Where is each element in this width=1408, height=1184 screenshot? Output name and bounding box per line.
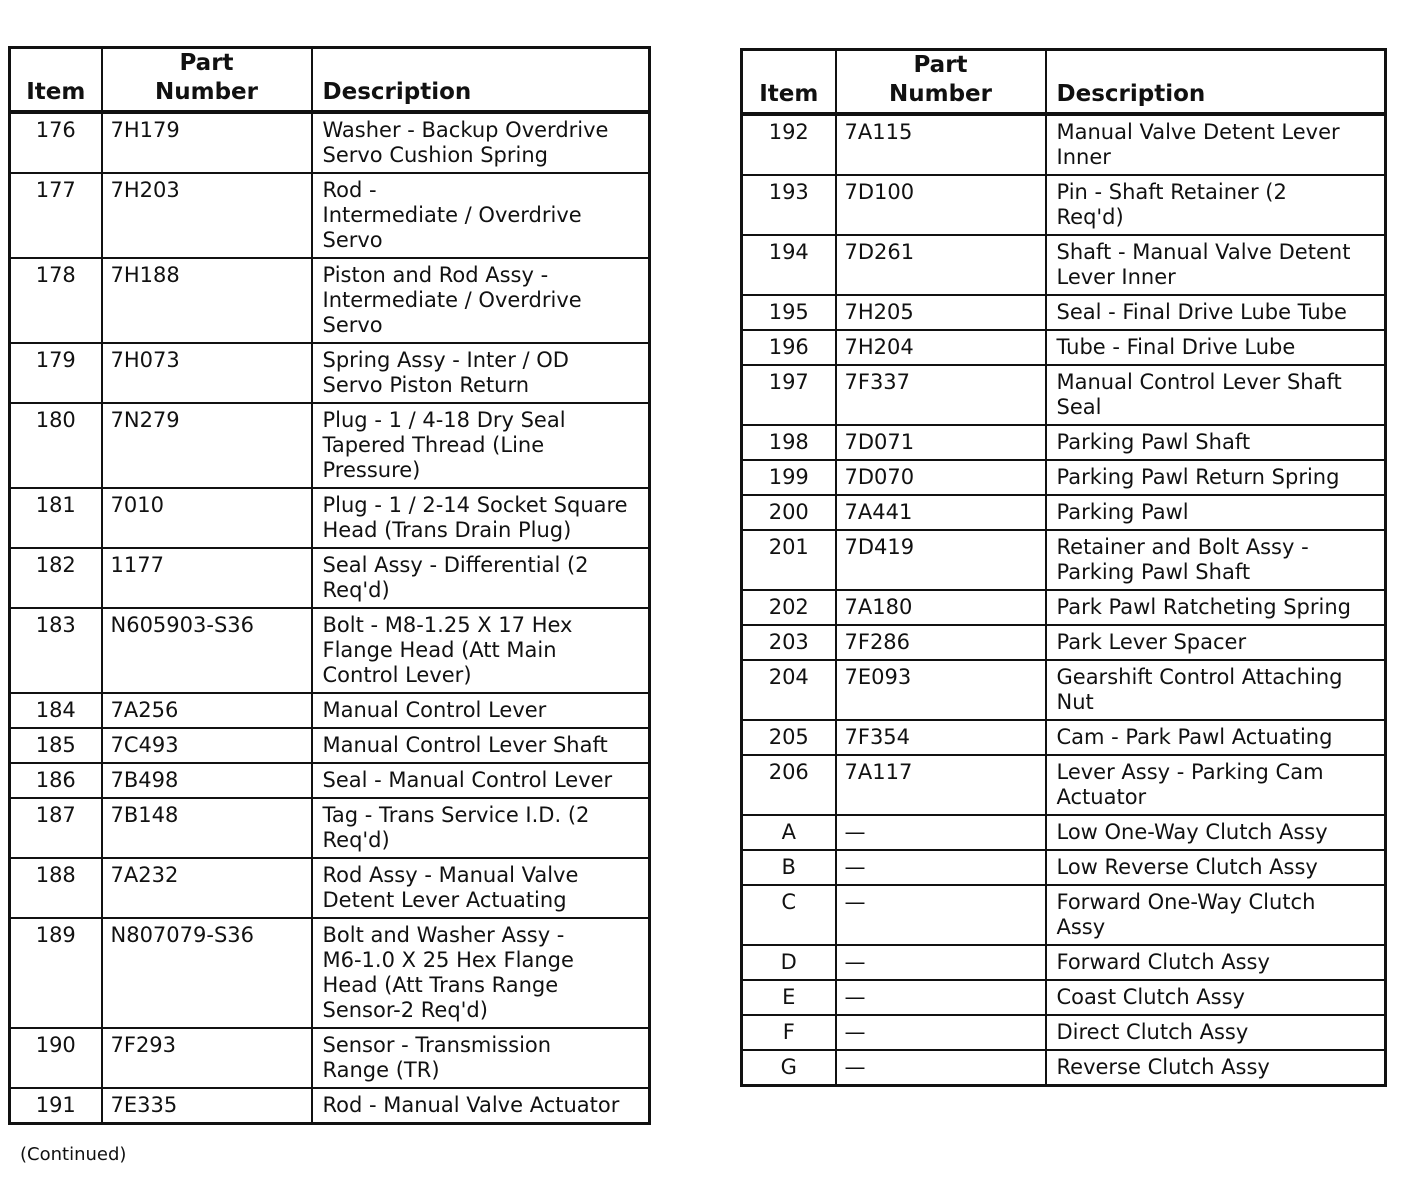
item-cell: C [742,885,836,945]
description-line: Servo [322,228,383,252]
description-cell [1046,755,1386,815]
description-line: Retainer and Bolt Assy - [1056,535,1309,559]
item-cell: 199 [742,460,836,495]
part-number-cell: 7D261 [836,235,1046,295]
description-line: Park Lever Spacer [1056,630,1247,654]
description-line: Parking Pawl [1056,500,1189,524]
item-cell: F [742,1015,836,1050]
item-cell: 186 [10,763,102,798]
description-line: Seal Assy - Differential (2 [322,553,589,577]
item-cell: 183 [10,608,102,693]
item-cell: 177 [10,173,102,258]
description-cell [1046,175,1386,235]
header-part-line2: Number [889,81,992,107]
table-row [10,798,650,858]
table-row [10,112,650,173]
item-cell: 201 [742,530,836,590]
description-cell [312,918,650,1028]
item-cell: G [742,1050,836,1086]
header-description: Description [312,48,650,113]
table-row [10,403,650,488]
description-line: Req'd) [322,578,390,602]
description-cell [312,488,650,548]
part-number-cell: 7D070 [836,460,1046,495]
description-line: Plug - 1 / 2-14 Socket Square [322,493,628,517]
description-cell [312,858,650,918]
part-number-cell: N605903-S36 [102,608,312,693]
description-line: Sensor-2 Req'd) [322,998,488,1022]
description-line: Plug - 1 / 4-18 Dry Seal [322,408,566,432]
part-number-cell: — [836,1050,1046,1086]
description-cell [312,112,650,173]
table-row [10,1088,650,1124]
item-cell: 188 [10,858,102,918]
description-cell [1046,590,1386,625]
item-cell: 176 [10,112,102,173]
description-line: Parking Pawl Return Spring [1056,465,1340,489]
part-number-cell: 7D100 [836,175,1046,235]
description-cell [1046,425,1386,460]
description-cell [1046,330,1386,365]
part-number-cell: 7H203 [102,173,312,258]
table-row [10,608,650,693]
part-number-cell: 7H205 [836,295,1046,330]
part-number-cell: 7A115 [836,114,1046,175]
description-line: Head (Trans Drain Plug) [322,518,572,542]
description-line: Reverse Clutch Assy [1056,1055,1270,1079]
table-row [742,295,1386,330]
description-cell [1046,1015,1386,1050]
table-body [742,114,1386,1086]
description-cell [312,693,650,728]
table-header-row [10,48,650,113]
description-line: Seal - Final Drive Lube Tube [1056,300,1347,324]
description-line: Sensor - Transmission [322,1033,552,1057]
table-row [742,330,1386,365]
table-row [742,755,1386,815]
description-line: Low Reverse Clutch Assy [1056,855,1318,879]
item-cell: 187 [10,798,102,858]
table-row [742,625,1386,660]
part-number-cell: 7A180 [836,590,1046,625]
table-row [742,885,1386,945]
description-cell [1046,720,1386,755]
table-row [10,548,650,608]
description-line: Tapered Thread (Line [322,433,545,457]
description-line: Flange Head (Att Main [322,638,557,662]
header-part-line2: Number [155,79,258,105]
description-line: Spring Assy - Inter / OD [322,348,569,372]
table-row [10,173,650,258]
part-number-cell: 7A256 [102,693,312,728]
description-line: Manual Control Lever [322,698,547,722]
table-body [10,112,650,1124]
description-cell [1046,460,1386,495]
table-header-row [742,50,1386,115]
item-cell: 185 [10,728,102,763]
item-cell: 178 [10,258,102,343]
description-line: Tube - Final Drive Lube [1056,335,1296,359]
part-number-cell: 7E335 [102,1088,312,1124]
table-row [742,530,1386,590]
description-line: Servo Cushion Spring [322,143,548,167]
table-row [742,815,1386,850]
item-cell: 195 [742,295,836,330]
description-line: Lever Assy - Parking Cam [1056,760,1324,784]
description-line: Actuator [1056,785,1147,809]
description-line: Bolt and Washer Assy - [322,923,565,947]
table-row [742,460,1386,495]
description-line: Lever Inner [1056,265,1176,289]
item-cell: 182 [10,548,102,608]
parts-table-left [8,46,651,1125]
part-number-cell: N807079-S36 [102,918,312,1028]
description-line: Control Lever) [322,663,472,687]
item-cell: 179 [10,343,102,403]
item-cell: 196 [742,330,836,365]
part-number-cell: 7F286 [836,625,1046,660]
description-cell [1046,295,1386,330]
part-number-cell: 7F293 [102,1028,312,1088]
description-line: Inner [1056,145,1111,169]
description-cell [1046,530,1386,590]
description-line: Direct Clutch Assy [1056,1020,1249,1044]
description-line: Range (TR) [322,1058,440,1082]
part-number-cell: 7F337 [836,365,1046,425]
part-number-cell: 7E093 [836,660,1046,720]
description-line: Low One-Way Clutch Assy [1056,820,1328,844]
description-cell [312,728,650,763]
header-part-line1: Part [179,50,234,76]
description-cell [1046,235,1386,295]
item-cell: 193 [742,175,836,235]
parts-table-right [740,48,1387,1087]
description-line: Forward Clutch Assy [1056,950,1270,974]
description-line: Detent Lever Actuating [322,888,567,912]
description-cell [1046,495,1386,530]
description-line: Req'd) [322,828,390,852]
part-number-cell: — [836,945,1046,980]
description-line: Pressure) [322,458,421,482]
part-number-cell: 7B498 [102,763,312,798]
table-row [742,720,1386,755]
table-row [742,425,1386,460]
description-line: Pin - Shaft Retainer (2 [1056,180,1287,204]
table-row [742,1015,1386,1050]
description-cell [1046,980,1386,1015]
description-line: Manual Control Lever Shaft [322,733,608,757]
description-cell [1046,815,1386,850]
description-cell [1046,1050,1386,1086]
part-number-cell: — [836,980,1046,1015]
table-row [10,918,650,1028]
description-line: M6-1.0 X 25 Hex Flange [322,948,574,972]
description-line: Parking Pawl Shaft [1056,430,1251,454]
description-cell [1046,885,1386,945]
table-row [10,488,650,548]
description-cell [1046,625,1386,660]
table-row [742,365,1386,425]
description-cell [1046,660,1386,720]
item-cell: 204 [742,660,836,720]
item-cell: A [742,815,836,850]
description-cell [1046,114,1386,175]
table-row [10,1028,650,1088]
description-line: Rod Assy - Manual Valve [322,863,579,887]
header-part-number [836,50,1046,115]
table-row [10,858,650,918]
description-cell [312,343,650,403]
part-number-cell: 1177 [102,548,312,608]
part-number-cell: 7H073 [102,343,312,403]
description-line: Rod - Manual Valve Actuator [322,1093,620,1117]
description-line: Park Pawl Ratcheting Spring [1056,595,1351,619]
item-cell: 184 [10,693,102,728]
part-number-cell: — [836,1015,1046,1050]
header-part-number [102,48,312,113]
description-line: Bolt - M8-1.25 X 17 Hex [322,613,573,637]
item-cell: 198 [742,425,836,460]
description-line: Seal [1056,395,1102,419]
description-cell [1046,945,1386,980]
table-row [742,1050,1386,1086]
part-number-cell: — [836,885,1046,945]
part-number-cell: 7010 [102,488,312,548]
table-row [10,258,650,343]
description-cell [312,798,650,858]
table-row [742,980,1386,1015]
item-cell: 190 [10,1028,102,1088]
description-cell [312,1088,650,1124]
table-row [742,850,1386,885]
description-line: Piston and Rod Assy - [322,263,549,287]
part-number-cell: 7B148 [102,798,312,858]
item-cell: 191 [10,1088,102,1124]
item-cell: 180 [10,403,102,488]
part-number-cell: 7F354 [836,720,1046,755]
description-line: Intermediate / Overdrive [322,203,582,227]
part-number-cell: 7A441 [836,495,1046,530]
description-line: Servo [322,313,383,337]
item-cell: E [742,980,836,1015]
item-cell: 197 [742,365,836,425]
description-line: Tag - Trans Service I.D. (2 [322,803,590,827]
part-number-cell: 7H204 [836,330,1046,365]
part-number-cell: 7C493 [102,728,312,763]
description-line: Forward One-Way Clutch [1056,890,1316,914]
table-row [10,763,650,798]
header-description: Description [1046,50,1386,115]
description-cell [312,1028,650,1088]
item-cell: D [742,945,836,980]
description-cell [312,608,650,693]
description-line: Servo Piston Return [322,373,530,397]
item-cell: B [742,850,836,885]
header-part-line1: Part [913,52,968,78]
description-line: Manual Control Lever Shaft [1056,370,1342,394]
description-line: Cam - Park Pawl Actuating [1056,725,1333,749]
description-line: Gearshift Control Attaching [1056,665,1343,689]
description-line: Washer - Backup Overdrive [322,118,609,142]
description-cell [312,763,650,798]
item-cell: 194 [742,235,836,295]
part-number-cell: 7A117 [836,755,1046,815]
table-row [742,175,1386,235]
description-line: Req'd) [1056,205,1124,229]
table-row [742,114,1386,175]
part-number-cell: 7A232 [102,858,312,918]
description-line: Parking Pawl Shaft [1056,560,1251,584]
part-number-cell: 7H179 [102,112,312,173]
item-cell: 202 [742,590,836,625]
description-line: Seal - Manual Control Lever [322,768,613,792]
table-row [742,235,1386,295]
description-line: Intermediate / Overdrive [322,288,582,312]
description-line: Nut [1056,690,1094,714]
description-cell [1046,365,1386,425]
description-line: Shaft - Manual Valve Detent [1056,240,1351,264]
table-row [742,590,1386,625]
description-cell [312,403,650,488]
description-line: Head (Att Trans Range [322,973,559,997]
table-row [10,693,650,728]
part-number-cell: 7N279 [102,403,312,488]
item-cell: 189 [10,918,102,1028]
header-item: Item [742,50,836,115]
description-line: Assy [1056,915,1106,939]
part-number-cell: — [836,815,1046,850]
item-cell: 205 [742,720,836,755]
description-line: Manual Valve Detent Lever [1056,120,1340,144]
description-cell [312,173,650,258]
part-number-cell: 7D419 [836,530,1046,590]
part-number-cell: 7H188 [102,258,312,343]
continued-note: (Continued) [20,1144,127,1165]
description-cell [1046,850,1386,885]
table-row [10,728,650,763]
item-cell: 200 [742,495,836,530]
item-cell: 192 [742,114,836,175]
part-number-cell: — [836,850,1046,885]
table-row [10,343,650,403]
header-item: Item [10,48,102,113]
item-cell: 203 [742,625,836,660]
item-cell: 206 [742,755,836,815]
description-cell [312,548,650,608]
description-line: Rod - [322,178,377,202]
description-cell [312,258,650,343]
part-number-cell: 7D071 [836,425,1046,460]
table-row [742,945,1386,980]
table-row [742,660,1386,720]
item-cell: 181 [10,488,102,548]
table-row [742,495,1386,530]
description-line: Coast Clutch Assy [1056,985,1245,1009]
